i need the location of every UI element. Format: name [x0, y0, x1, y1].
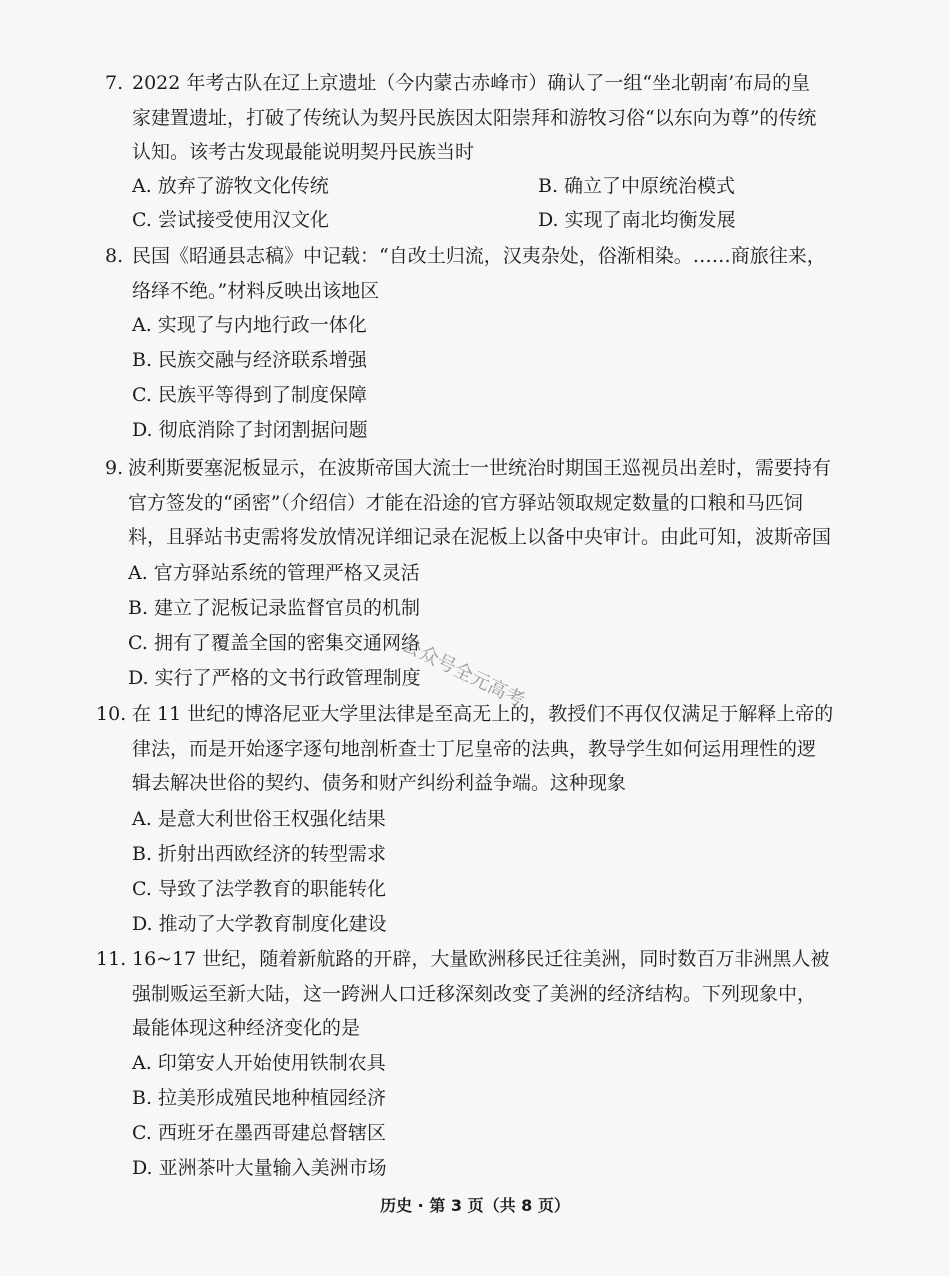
watermark-text: 公众号全元高考	[398, 633, 528, 712]
question-stem-line: 认知。该考古发现最能说明契丹民族当时	[132, 141, 475, 163]
question-stem-line: 强制贩运至新大陆，这一跨洲人口迁移深刻改变了美洲的经济结构。下列现象中，	[132, 983, 817, 1005]
question-stem-line: 波利斯要塞泥板显示，在波斯帝国大流士一世统治时期国王巡视员出差时，需要持有	[128, 457, 832, 479]
question-stem-line: 最能体现这种经济变化的是	[132, 1017, 361, 1039]
question-number: 10.	[96, 703, 127, 725]
question-stem-line: 律法，而是开始逐字逐句地剖析查士丁尼皇帝的法典，教导学生如何运用理性的逻	[132, 738, 817, 760]
question-stem-line: 在 11 世纪的博洛尼亚大学里法律是至高无上的，教授们不再仅仅满足于解释上帝的	[132, 703, 834, 725]
option-a[interactable]: A. 印第安人开始使用铁制农具	[132, 1052, 386, 1074]
option-b[interactable]: B. 民族交融与经济联系增强	[132, 349, 368, 371]
option-a[interactable]: A. 实现了与内地行政一体化	[132, 314, 367, 336]
option-a[interactable]: A. 是意大利世俗王权强化结果	[132, 808, 386, 830]
option-b[interactable]: B. 拉美形成殖民地种植园经济	[132, 1087, 387, 1109]
question-stem-line: 官方签发的“函密”（介绍信）才能在沿途的官方驿站领取规定数量的口粮和马匹饲	[128, 492, 803, 514]
option-b[interactable]: B. 确立了中原统治模式	[538, 175, 736, 197]
option-c[interactable]: C. 尝试接受使用汉文化	[132, 209, 329, 231]
option-d[interactable]: D. 彻底消除了封闭割据问题	[132, 419, 368, 441]
option-b[interactable]: B. 建立了泥板记录监督官员的机制	[128, 597, 421, 619]
question-number: 11.	[96, 948, 127, 970]
page-footer: 历史 · 第 3 页（共 8 页）	[380, 1196, 570, 1215]
option-d[interactable]: D. 实行了严格的文书行政管理制度	[128, 667, 421, 689]
option-a[interactable]: A. 放弃了游牧文化传统	[132, 175, 329, 197]
question-number: 7.	[105, 72, 124, 94]
option-b[interactable]: B. 折射出西欧经济的转型需求	[132, 843, 387, 865]
option-c[interactable]: C. 民族平等得到了制度保障	[132, 384, 367, 406]
question-stem-line: 家建置遗址，打破了传统认为契丹民族因太阳崇拜和游牧习俗“以东向为尊”的传统	[132, 107, 817, 129]
question-number: 8.	[105, 245, 124, 267]
option-d[interactable]: D. 推动了大学教育制度化建设	[132, 913, 387, 935]
option-c[interactable]: C. 拥有了覆盖全国的密集交通网络	[128, 632, 420, 654]
option-d[interactable]: D. 亚洲茶叶大量输入美洲市场	[132, 1157, 387, 1179]
question-stem-line: 16~17 世纪，随着新航路的开辟，大量欧洲移民迁往美洲，同时数百万非洲黑人被	[132, 948, 830, 970]
option-c[interactable]: C. 西班牙在墨西哥建总督辖区	[132, 1122, 386, 1144]
question-stem-line: 辑去解决世俗的契约、债务和财产纠纷利益争端。这种现象	[132, 772, 627, 794]
question-stem-line: 料，且驿站书吏需将发放情况详细记录在泥板上以备中央审计。由此可知，波斯帝国	[128, 526, 832, 548]
question-stem-line: 2022 年考古队在辽上京遗址（今内蒙古赤峰市）确认了一组“坐北朝南’布局的皇	[132, 72, 811, 94]
option-a[interactable]: A. 官方驿站系统的管理严格又灵活	[128, 562, 420, 584]
question-stem-line: 络绎不绝。”材料反映出该地区	[132, 280, 380, 302]
option-d[interactable]: D. 实现了南北均衡发展	[538, 209, 736, 231]
question-stem-line: 民国《昭通县志稿》中记载：“自改土归流，汉夷杂处，俗渐相染。……商旅往来，	[132, 245, 826, 267]
option-c[interactable]: C. 导致了法学教育的职能转化	[132, 878, 386, 900]
question-number: 9.	[105, 457, 124, 479]
